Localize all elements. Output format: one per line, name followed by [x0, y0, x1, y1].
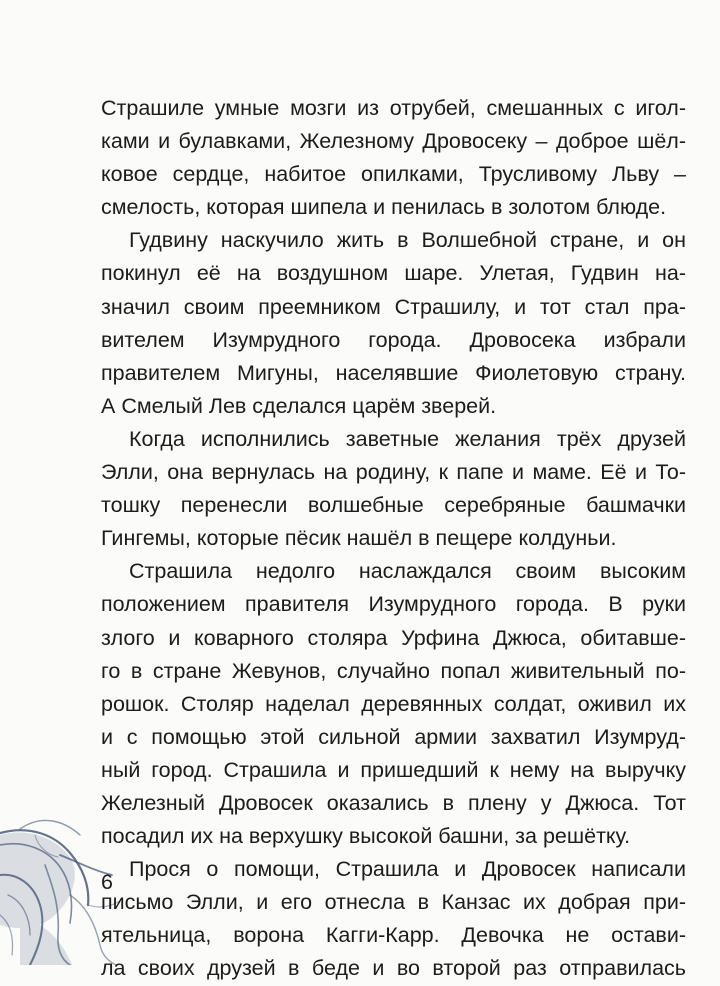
text-line: А Смелый Лев сделался царём зверей. [101, 393, 497, 418]
text-line: смелость, которая шипела и пенилась в золотом блюде. [101, 195, 667, 220]
text-line: злого и коварного столяра Урфина Джюса, обитавше- [101, 625, 686, 650]
text-line: Когда исполнились заветные желания трёх друзей [129, 426, 686, 451]
text-line: Гудвину наскучило жить в Волшебной стране, и он [129, 228, 686, 253]
page-number: 6 [101, 870, 113, 894]
text-line: Прося о помощи, Страшила и Дровосек написали [129, 857, 686, 882]
text-line: и с помощью этой сильной армии захватил Изумруд- [101, 724, 686, 749]
text-line: Железный Дровосек оказались в плену у Джюса. Тот [101, 790, 686, 815]
text-line: положением правителя Изумрудного города. В руки [101, 592, 686, 617]
text-line: вителем Изумрудного города. Дровосека избрали [101, 327, 686, 352]
text-line: покинул её на воздушном шаре. Улетая, Гудвин на- [101, 261, 686, 286]
text-line: ковое сердце, набитое опилками, Трусливому Льву – [101, 162, 686, 187]
text-line: Элли, она вернулась на родину, к папе и маме. Её и То- [101, 460, 686, 485]
text-line: Гингемы, которые пёсик нашёл в пещере колдуньи. [101, 526, 617, 551]
text-line: ками и булавками, Железному Дровосеку – доброе шёл- [101, 129, 686, 154]
text-line: ятельница, ворона Кагги-Карр. Девочка не остави- [101, 923, 686, 948]
text-line: тошку перенесли волшебные серебряные башмачки [101, 493, 686, 518]
text-line: го в стране Жевунов, случайно попал живительный по- [101, 658, 686, 683]
text-line: письмо Элли, и его отнесла в Канзас их добрая при- [101, 890, 686, 915]
text-line: посадил их на верхушку высокой башни, за решётку. [101, 824, 631, 849]
text-line: правителем Мигуны, населявшие Фиолетовую страну. [101, 360, 686, 385]
text-line: ла своих друзей в беде и во второй раз отправилась [101, 956, 686, 981]
text-line: Страшиле умные мозги из отрубей, смешанных с игол- [101, 96, 686, 120]
text-line: Страшила недолго наслаждался своим высоким [129, 559, 686, 584]
body-text [101, 92, 686, 986]
text-line: значил своим преемником Страшилу, и тот стал пра- [101, 294, 686, 319]
text-line: ный город. Страшила и пришедший к нему на выручку [101, 757, 686, 782]
text-line: рошок. Столяр наделал деревянных солдат, оживил их [101, 691, 686, 716]
